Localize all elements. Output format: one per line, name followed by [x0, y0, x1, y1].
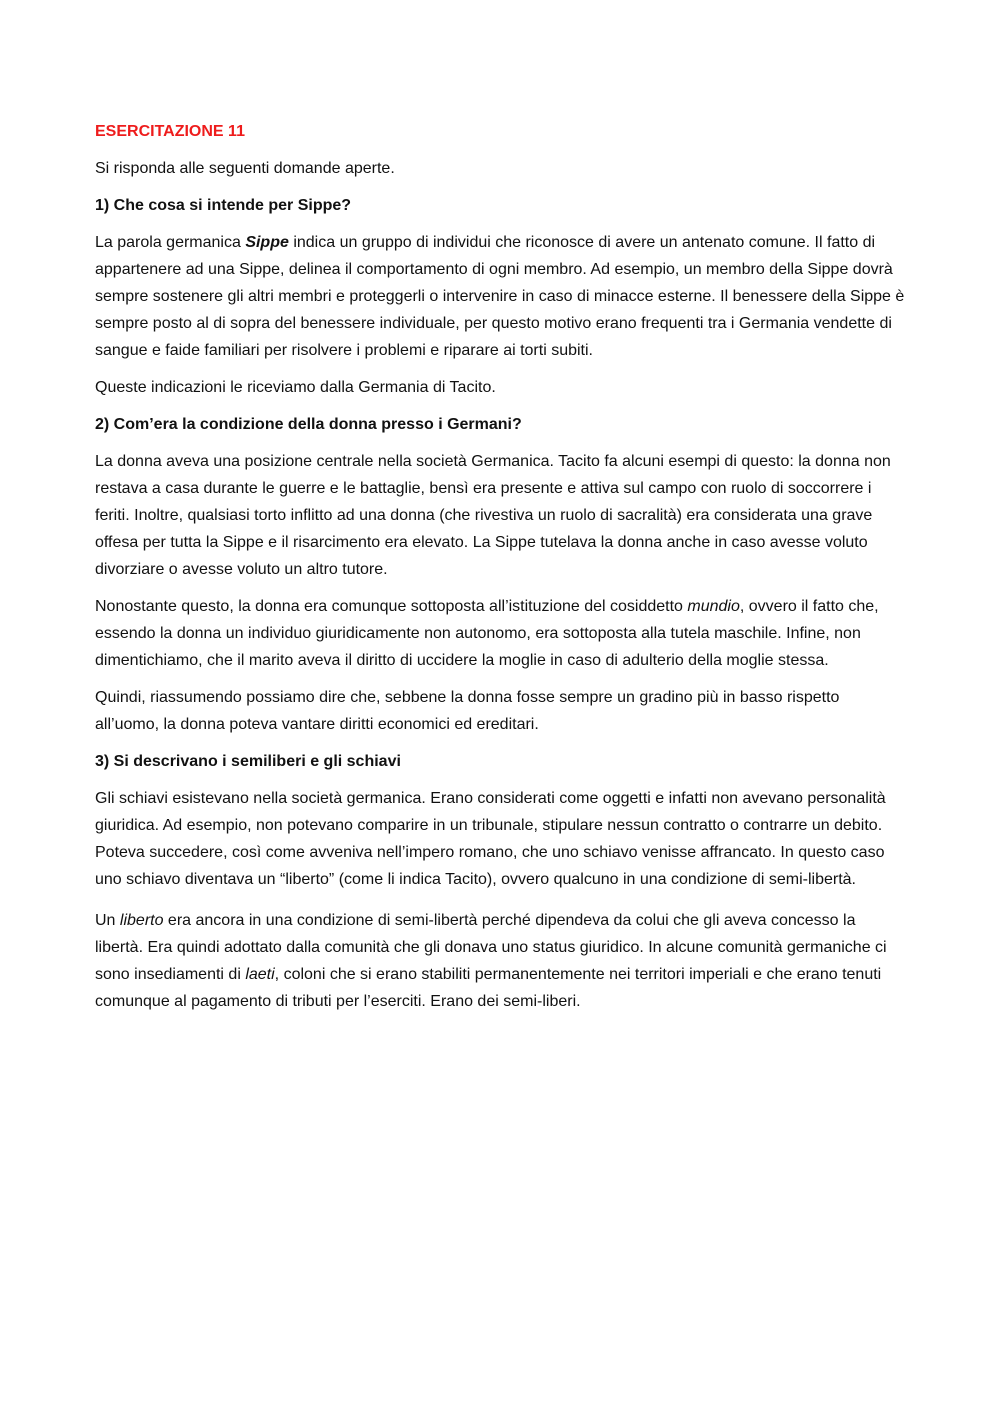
answer-2-paragraph-1: La donna aveva una posizione centrale nella società Germanica. Tacito fa alcuni esempi di questo: la donna non restava a casa durante le guerre e le battaglie, bensì era presente e attiva sul campo con ruolo di soccorrere i feriti. Inoltre, qualsiasi torto inflitto ad una donna (che rivestiva un ruolo di sacralità) era considerata una grave offesa per tutta la Sippe e il risarcimento era elevato. La Sippe tutelava la donna anche in caso avesse voluto divorziare o avesse voluto un altro tutore.: [95, 453, 891, 578]
intro-text: Si risponda alle seguenti domande aperte.: [95, 160, 395, 177]
question-3-heading: 3) Si descrivano i semiliberi e gli schiavi: [95, 753, 401, 770]
document-title: ESERCITAZIONE 11: [95, 123, 245, 140]
text-segment: indica un gruppo di individui che riconosce di avere un antenato comune. Il fatto di appartenere ad una Sippe, delinea il comportamento di ogni membro. Ad esempio, un membro della Sippe dovrà sempre sostenere gli altri membri e proteggerli o intervenire in caso di minacce esterne. Il benessere della Sippe è sempre posto al di sopra del benessere individuale, per questo motivo erano frequenti tra i Germania vendette di sangue e faide familiari per risolvere i problemi e riparare ai torti subiti.: [95, 234, 905, 359]
answer-2-paragraph-3: Quindi, riassumendo possiamo dire che, sebbene la donna fosse sempre un gradino più in basso rispetto all’uomo, la donna poteva vantare diritti economici ed ereditari.: [95, 689, 840, 733]
answer-1-paragraph-1: [95, 229, 907, 364]
term-liberto: liberto: [119, 912, 164, 929]
text-segment: Un: [95, 912, 120, 929]
question-2-heading: 2) Com’era la condizione della donna presso i Germani?: [95, 416, 522, 433]
answer-3-paragraph-2: [95, 907, 907, 1015]
document-page: [95, 118, 907, 1025]
text-segment: era ancora in una condizione di semi-libertà perché dipendeva da colui che gli aveva concesso la libertà. Era quindi adottato dalla comunità che gli donava uno status giuridico. In alcune comunità germaniche ci sono insediamenti di: [95, 912, 887, 983]
text-segment: La parola germanica: [95, 234, 246, 251]
answer-3-paragraph-1: Gli schiavi esistevano nella società germanica. Erano considerati come oggetti e infatti non avevano personalità giuridica. Ad esempio, non potevano comparire in un tribunale, stipulare nessun contratto o contrarre un debito. Poteva succedere, così come avveniva nell’impero romano, che uno schiavo venisse affrancato. In questo caso uno schiavo diventava un “liberto” (come li indica Tacito), ovvero qualcuno in una condizione di semi-libertà.: [95, 790, 886, 888]
question-1-heading: 1) Che cosa si intende per Sippe?: [95, 197, 352, 214]
text-segment: Nonostante questo, la donna era comunque sottoposta all’istituzione del cosiddetto: [95, 598, 688, 615]
answer-2-paragraph-2: [95, 593, 907, 674]
text-segment: , coloni che si erano stabiliti permanentemente nei territori imperiali e che erano tenuti comunque al pagamento di tributi per l’eserciti. Erano dei semi-liberi.: [95, 966, 882, 1010]
term-mundio: mundio: [687, 598, 740, 615]
text-segment: , ovvero il fatto che, essendo la donna un individuo giuridicamente non autonomo, era sottoposta alla tutela maschile. Infine, non dimentichiamo, che il marito aveva il diritto di uccidere la moglie in caso di adulterio della moglie stessa.: [95, 598, 879, 669]
term-sippe: Sippe: [245, 234, 289, 251]
answer-1-paragraph-2: Queste indicazioni le riceviamo dalla Germania di Tacito.: [95, 379, 496, 396]
term-laeti: laeti: [245, 966, 275, 983]
